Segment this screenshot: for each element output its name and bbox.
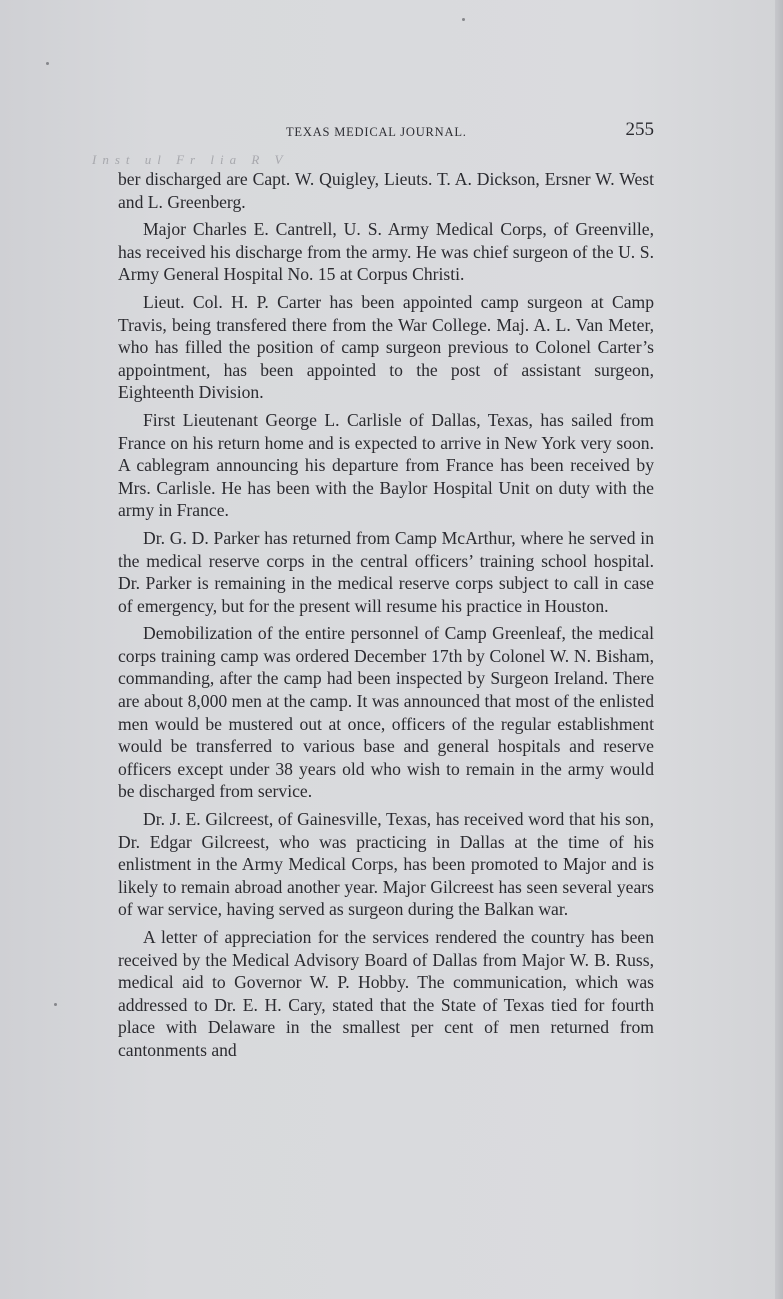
- paragraph-7: Dr. J. E. Gilcreest, of Gainesville, Texas, has received word that his son, Dr. Edgar Gilcreest, who was practicing in Dallas at the time of his enlistment in the Army Medical Corps, has been promoted to Major and is likely to remain abroad another year. Major Gilcreest has seen several years of war service, having served as surgeon during the Balkan war.: [118, 809, 654, 920]
- page-header: [118, 119, 654, 144]
- paragraph-1: ber discharged are Capt. W. Quigley, Lieuts. T. A. Dickson, Ersner W. West and L. Greenberg.: [118, 169, 654, 212]
- paragraph-4: First Lieutenant George L. Carlisle of Dallas, Texas, has sailed from France on his return home and is expected to arrive in New York very soon. A cablegram announcing his departure from France has been received by Mrs. Carlisle. He has been with the Baylor Hospital Unit on duty with the army in France.: [118, 409, 654, 521]
- page-number: 255: [625, 119, 654, 140]
- scan-speck: [46, 62, 49, 65]
- bleed-through-text: Inst ul Fr lia R V: [92, 152, 289, 167]
- article-body: [118, 168, 654, 1062]
- paragraph-2: Major Charles E. Cantrell, U. S. Army Medical Corps, of Greenville, has received his discharge from the army. He was chief surgeon of the U. S. Army General Hospital No. 15 at Corpus Christi.: [118, 219, 654, 285]
- scan-speck: [462, 18, 465, 21]
- paragraph-6: Demobilization of the entire personnel of Camp Greenleaf, the medical corps training camp was ordered December 17th by Colonel W. N. Bisham, commanding, after the camp had been inspected by Surgeon Ireland. There are about 8,000 men at the camp. It was announced that most of the enlisted men would be mustered out at once, officers of the regular establishment would be transferred to various base and general hospitals and reserve officers except under 38 years old who wish to remain in the army would be discharged from service.: [118, 623, 654, 802]
- paragraph-5: Dr. G. D. Parker has returned from Camp McArthur, where he served in the medical reserve corps in the central officers’ training school hospital. Dr. Parker is remaining in the medical reserve corps subject to call in case of emergency, but for the present will resume his practice in Houston.: [118, 527, 654, 616]
- running-title: TEXAS MEDICAL JOURNAL.: [286, 125, 467, 139]
- page-edge-shadow: [775, 0, 783, 1299]
- scan-speck: [54, 1003, 57, 1006]
- paragraph-3: Lieut. Col. H. P. Carter has been appointed camp surgeon at Camp Travis, being transfered there from the War College. Maj. A. L. Van Meter, who has filled the position of camp surgeon previous to Colonel Carter’s appointment, has been appointed to the post of assistant surgeon, Eighteenth Division.: [118, 291, 654, 403]
- paragraph-8: A letter of appreciation for the services rendered the country has been received by the Medical Advisory Board of Dallas from Major W. B. Russ, medical aid to Governor W. P. Hobby. The communication, which was addressed to Dr. E. H. Cary, stated that the State of Texas tied for fourth place with Delaware in the smallest per cent of men returned from cantonments and: [118, 927, 654, 1060]
